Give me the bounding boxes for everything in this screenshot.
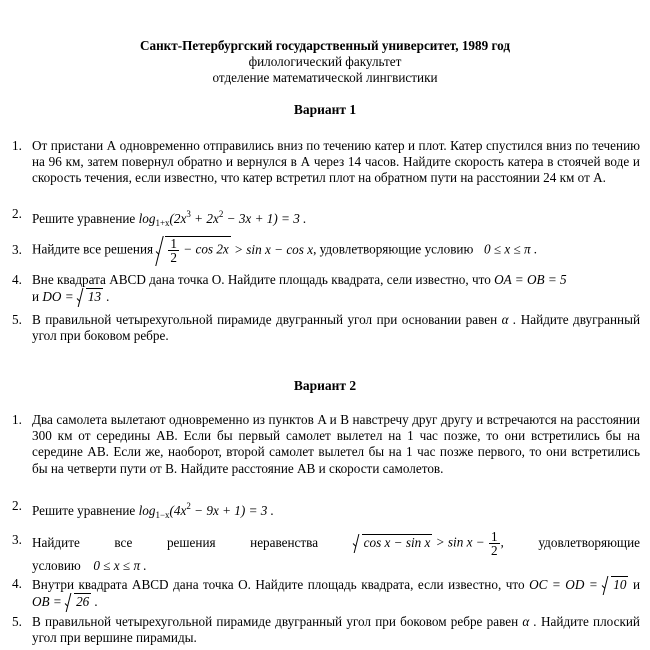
word-1: Найдите: [32, 535, 80, 551]
problem-number: 2.: [12, 206, 22, 221]
v2-problem-5: [12, 614, 640, 648]
condition-label: условию: [32, 558, 81, 573]
inequality-formula: $\frac{1}{2}$ − cos 2x > sin x − cos x: [156, 242, 313, 257]
problem-text: От пристани А одновременно отправились вниз по течению катер и плот. Катер спустился вниз по течению на 96 км, затем повернул обратно и вернулся в А через 14 часов. Найдите скорость катера в стоячей воде и скорость течения, если известно, что катер встретил плот на обратном пути на расстоянии 24 км от А.: [32, 138, 640, 186]
problem-text-after: удовлетворяющие: [538, 535, 640, 551]
equation-formula: $\log_{1+x}(2x^3 + 2x^2 - 3x + 1) = 3$ .: [138, 209, 307, 228]
problem-text: Вне квадрата ABCD дана точка O. Найдите площадь квадрата, сели известно, что: [32, 272, 491, 287]
v1-problem-4: [12, 272, 640, 308]
v1-problem-3: [12, 236, 640, 265]
formula-ob: OB = 26 .: [32, 594, 98, 609]
problem-text: В правильной четырехугольной пирамиде двугранный угол при основании равен: [32, 312, 498, 327]
variant-2-title: Вариант 2: [293, 378, 357, 393]
v2-problem-1: [12, 412, 640, 494]
problem-text: Найдите все решения: [32, 241, 154, 257]
variant-1-title: Вариант 1: [293, 102, 357, 117]
problem-text: Внутри квадрата ABCD дана точка O. Найдите площадь квадрата, если известно, что: [32, 577, 525, 592]
problem-number: 5.: [12, 614, 22, 629]
problem-text: Два самолета вылетают одновременно из пунктов A и B навстречу друг другу и встречаются на расстоянии 300 км от середины AB. Если бы первый самолет вылетел на 1 час позже, то они встретились бы на середине AB. Если же, наоборот, второй самолет вылетел бы на 1 час позже первого, то они встретились бы на четверти пути от B. Найдите расстояние AB и скорости самолетов.: [32, 412, 640, 476]
problem-text: Решите уравнение: [32, 211, 136, 226]
formula-distances: OA = OB = 5: [494, 272, 567, 287]
problem-number: 4.: [12, 272, 22, 287]
department-line: отделение математической лингвистики: [212, 70, 438, 85]
alpha-formula: α .: [522, 614, 537, 629]
condition-formula: 0 ≤ x ≤ π .: [483, 241, 538, 257]
conjunction: и: [632, 577, 641, 592]
word-3: решения: [166, 535, 216, 551]
problem-number: 1.: [12, 412, 22, 427]
v1-problem-1: [12, 138, 640, 204]
problem-number: 2.: [12, 498, 22, 513]
equation-formula: $\log_{1-x}(4x^2 - 9x + 1) = 3$ .: [138, 501, 274, 520]
problem-text-after: , удовлетворяющие условию: [313, 241, 474, 257]
word-2: все: [114, 535, 133, 551]
problem-number: 3.: [12, 242, 22, 257]
problem-text-after: Найдите двугранный угол при боковом ребре.: [32, 312, 641, 344]
problem-number: 3.: [12, 532, 22, 547]
v1-problem-5: [12, 312, 640, 346]
university-heading: Санкт-Петербургский государственный университет, 1989 год: [139, 38, 511, 53]
condition-formula: 0 ≤ x ≤ π .: [93, 558, 147, 573]
problem-number: 1.: [12, 138, 22, 153]
conjunction: и: [32, 289, 40, 305]
alpha-formula: α .: [501, 312, 517, 327]
v2-problem-2: [12, 498, 640, 518]
problem-text: В правильной четырехугольной пирамиде двугранный угол при боковом ребре равен: [32, 614, 519, 629]
problem-text-after: Найдите плоский угол при вершине пирамиды.: [32, 614, 640, 646]
formula-do: DO = 13 .: [42, 289, 109, 304]
faculty-line: филологический факультет: [248, 54, 402, 69]
inequality-formula: cos x − sin x > sin x − $\frac{1}{2}$ ,: [353, 530, 504, 557]
problem-text: Решите уравнение: [32, 503, 136, 518]
formula-oc-od: OC = OD = 10: [529, 577, 628, 592]
v2-problem-3: [12, 528, 640, 574]
v1-problem-2: [12, 206, 640, 226]
v2-problem-4: [12, 576, 640, 612]
word-4: неравенства: [250, 535, 319, 551]
problem-number: 5.: [12, 312, 22, 327]
problem-number: 4.: [12, 576, 22, 591]
